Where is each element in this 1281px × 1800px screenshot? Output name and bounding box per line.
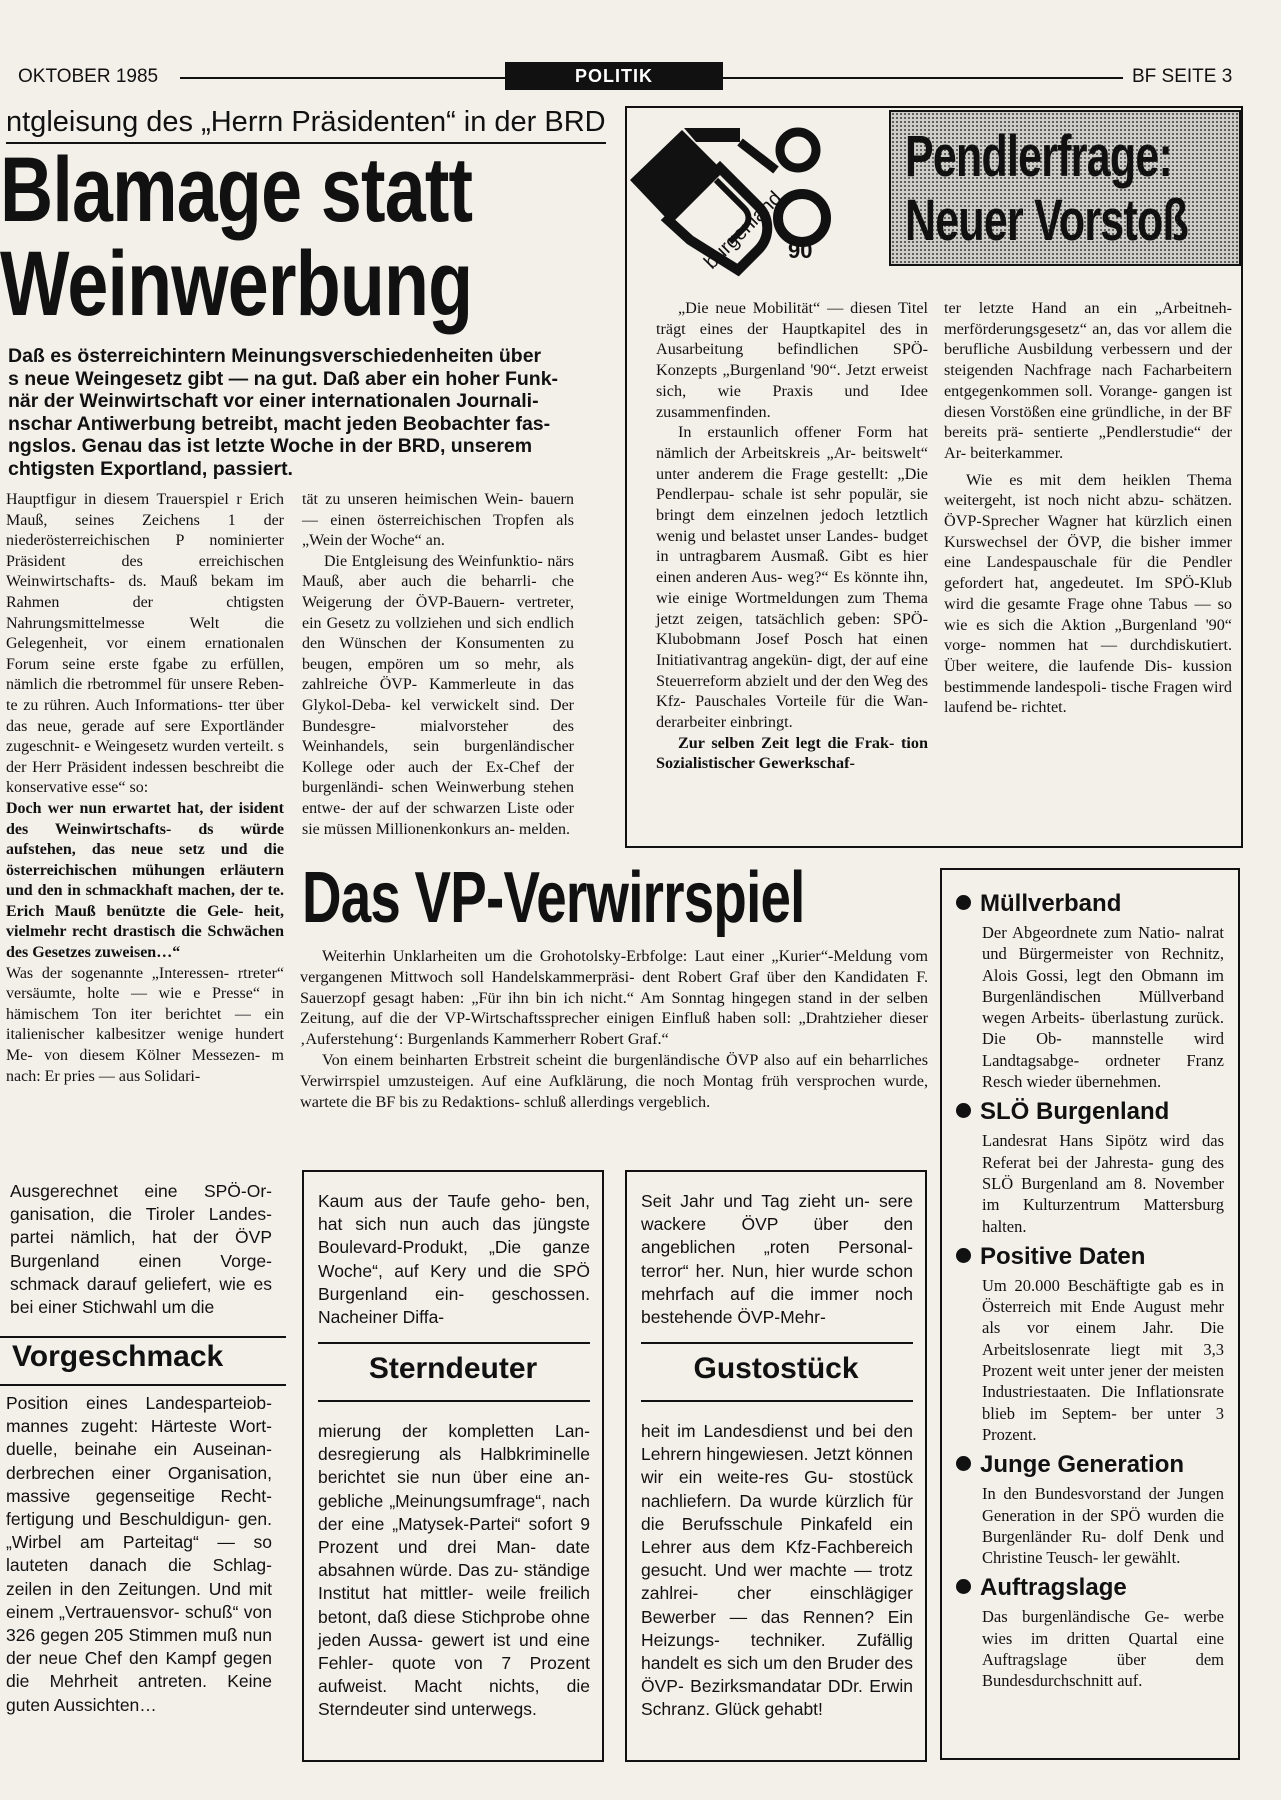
pendler-col1-p1: „Die neue Mobilität“ — diesen Titel trägt eines der Hauptkapitel des in Ausarbeitung befindlichen SPÖ-Konzepts „Burgenland '90“. Jetzt erweist sich, wie Praxis und Idee zusammenfinden. bbox=[656, 299, 928, 421]
news-text: Landesrat Hans Sipötz wird das Referat bei der Jahresta- gung des SLÖ Burgenland am 8. November im Kulturzentrum Mattersburg halten. bbox=[982, 1131, 1224, 1236]
sterndeuter-heading: Sterndeuter bbox=[368, 1352, 538, 1385]
pendler-col1-p3: Zur selben Zeit legt die Frak- tion Sozialistischer Gewerkschaf- bbox=[656, 733, 928, 773]
logo-number: 90 bbox=[788, 238, 813, 263]
vorgeschmack-rule-bottom bbox=[0, 1384, 286, 1386]
column-gustostueck bbox=[625, 1170, 927, 1762]
news-heading bbox=[956, 1243, 1228, 1271]
news-title: Positive Daten bbox=[980, 1242, 1146, 1270]
burgenland-90-logo bbox=[620, 108, 840, 298]
sterndeuter-bottom: mierung der kompletten Lan- desregierung als Halbkriminelle berichtet sie nun über eine an- gebliche „Meinungsumfrage“, nach der eine „Matysek-Partei“ sofort 9 Prozent und drei Man- date absahnen würde. Das zu- ständige Institut hat mittler- weile freilich betont, daß diese Stichprobe ohne jeden Aussa- gewert ist und eine Fehler- quote von 7 Prozent aufweist. Macht nichts, die Sterndeuter sind unterwegs. bbox=[318, 1421, 590, 1720]
page-number: BF SEITE 3 bbox=[1132, 66, 1233, 87]
header-rule-right bbox=[723, 77, 1123, 79]
gustostueck-rule-bottom bbox=[641, 1400, 913, 1402]
sterndeuter-rule-top bbox=[318, 1342, 590, 1344]
bullet-icon bbox=[956, 1456, 971, 1471]
sterndeuter-top: Kaum aus der Taufe geho- ben, hat sich nun auch das jüngste Boulevard-Produkt, „Die ganze Woche“, auf Kery und die SPÖ Burgenland ein- geschossen. Nacheiner Diffa- bbox=[318, 1191, 590, 1328]
news-title: Junge Generation bbox=[980, 1451, 1185, 1479]
lead-intro-line: ngslos. Genau das ist letzte Woche in der BRD, unserem bbox=[8, 435, 533, 458]
news-item-junge-generation bbox=[956, 1451, 1228, 1568]
news-title: SLÖ Burgenland bbox=[980, 1098, 1170, 1126]
news-item-positive-daten bbox=[956, 1243, 1228, 1445]
news-item-auftragslage bbox=[956, 1574, 1228, 1691]
news-item-sloe bbox=[956, 1098, 1228, 1236]
bullet-icon bbox=[956, 1103, 971, 1118]
burgenland-logo-graphic bbox=[620, 108, 840, 298]
pendler-title-2: Neuer Vorstoß bbox=[905, 188, 1188, 253]
news-title: Müllverband bbox=[980, 890, 1122, 917]
pendler-headline-box bbox=[889, 110, 1241, 266]
vorgeschmack-bottom: Position eines Landesparteiob- mannes zugeht: Härteste Wort- duelle, beinahe ein Auseinan- derbrechen einer Organisation, massive gegenseitige Recht- fertigung und Beschuldigun- gen. „Wirbel am Parteitag“ — so lauteten danach die Schlag- zeilen in den Zeitungen. Und mit einem „Vertrauensvor- schuß“ von 326 gegen 205 Stimmen muß nun der neue Chef den Kampf gegen die Mehrheit antreten. Keine guten Aussichten… bbox=[6, 1393, 272, 1715]
lead-intro-line: när der Weinwirtschaft vor einer internationalen Journali- bbox=[8, 390, 539, 413]
news-text: Der Abgeordnete zum Natio- nalrat und Bürgermeister von Rechnitz, Alois Gossi, legt den Obmann im Burgenländischen Müllverband wegen Arbeits- überlastung zurück. Die Ob- mannstelle wird Landtagsabge- ordneter Franz Resch wieder übernehmen. bbox=[982, 923, 1224, 1092]
vp-article bbox=[300, 946, 928, 1112]
header-date: OKTOBER 1985 bbox=[18, 66, 159, 87]
vorgeschmack-heading: Vorgeschmack bbox=[12, 1340, 224, 1373]
pendler-col2-p2: Wie es mit dem heiklen Thema weitergeht, ist noch nicht abzu- schätzen. ÖVP-Sprecher Wagner hat kürzlich einen Kurswechsel der ÖVP, die bisher immer eine Landespauschale für die Pendler gefordert hat, angedeutet. Im SPÖ-Klub wird die gesamte Frage ohne Tabus — so wie es sich die Aktion „Burgenland '90“ vorge- nommen hat — durchdiskutiert. Über weitere, die laufende Dis- kussion bestimmende landespoli- tische Fragen wird laufend be- richtet. bbox=[944, 470, 1232, 717]
lead-column-1 bbox=[6, 490, 284, 1087]
gustostueck-top: Seit Jahr und Tag zieht un- sere wackere ÖVP über den angeblichen „roten Personal- terror“ her. Nun, hier wurde schon mehrfach auf die immer noch bestehende ÖVP-Mehr- bbox=[641, 1191, 913, 1328]
news-text: In den Bundesvorstand der Jungen Generation in der SPÖ wurden die Burgenländer Ru- dolf Denk und Christine Teusch- ler gewählt. bbox=[982, 1484, 1224, 1568]
lead-column-2 bbox=[302, 490, 574, 840]
lead-col2-p1: tät zu unseren heimischen Wein- bauern — einen österreichischen Tropfen als „Wein der Woche“ an. bbox=[302, 491, 574, 550]
lead-col1-p1: Hauptfigur in diesem Trauerspiel r Erich Mauß, seines Zeichens 1 der niederösterreichischen P nominierter Präsident des erreichischen Weinwirtschafts- ds. Mauß bekam im Rahmen der chtigsten Nahrungsmittelmesse Welt die Gelegenheit, vor einem ernationalen Forum seine erste fgabe zu erfüllen, nämlich die rbetrommel für unsere Reben- te zu rühren. Auch Informations- tter über das neue, gerade auf sere Exportländer zugeschnit- e Weingesetz wurden verteilt. s der Herr Präsident indessen beschreibt die konservative esse“ so: bbox=[6, 491, 284, 797]
vp-p1: Weiterhin Unklarheiten um die Grohotolsky-Erbfolge: Laut einer „Kurier“-Meldung vom vergangenen Mittwoch soll Handelskammerpräsi- dent Robert Graf über den Kandidaten F. Sauerzopf gesagt haben: „Für ihn bin ich nicht.“ Am Sonntag hingegen stand in der selben Zeitung, auf die der VP-Wirtschaftssprecher einigen Einfluß haben soll: „Drahtzieher dieser ‚Auferstehung‘: Burgenlands Kammerherr Robert Graf.“ bbox=[300, 947, 928, 1049]
lead-title-1: Blamage statt bbox=[0, 139, 473, 241]
bullet-icon bbox=[956, 1579, 971, 1594]
lead-intro-line: chtigsten Exportland, passiert. bbox=[8, 457, 293, 480]
lead-intro bbox=[8, 345, 608, 481]
news-sidebar bbox=[940, 868, 1240, 1760]
news-heading bbox=[956, 890, 1228, 918]
news-heading bbox=[956, 1451, 1228, 1479]
lead-intro-line: Daß es österreichintern Meinungsverschiedenheiten über bbox=[8, 345, 542, 367]
vorgeschmack-rule-top bbox=[0, 1336, 286, 1338]
lead-title-2: Weinwerbung bbox=[0, 233, 473, 335]
pendler-column-1 bbox=[656, 298, 928, 774]
section-label bbox=[505, 62, 723, 90]
lead-intro-line: nschar Antiwerbung betreibt, macht jeden Beobachter fas- bbox=[8, 412, 551, 435]
bullet-icon bbox=[956, 895, 971, 910]
news-item-muellverband bbox=[956, 890, 1228, 1092]
vorgeschmack-top: Ausgerechnet eine SPÖ-Or- ganisation, die Tiroler Landes- partei nämlich, hat der ÖVP Burgenland einen Vorge- schmack darauf geliefert, wie es bei einer Stichwahl um die bbox=[10, 1181, 272, 1318]
column-vorgeschmack bbox=[0, 1170, 286, 1760]
pendler-col1-p2: In erstaunlich offener Form hat nämlich der Arbeitskreis „Ar- beitswelt“ unter anderem die Frage gestellt: „Die Pendlerpau- schale ist sehr populär, sie bringt dem einzelnen jedoch letztlich wenig und belastet unser Landes- budget in untragbarem Ausmaß. Gibt es hier einen anderen Aus- weg?“ Es könnte ihn, wie einige Wortmeldungen zum Thema jetzt zeigen, tatsächlich geben: SPÖ- Klubobmann Josef Posch hat einen Initiativantrag angekün- digt, der auf eine Steuerreform abzielt und der den Weg des Kfz- Pauschales Vorteile für die Wan- derarbeiter einbringt. bbox=[656, 423, 928, 732]
pendler-col2-p1: ter letzte Hand an ein „Arbeitneh- merförderungsgesetz“ an, das vor allem die berufliche Ausbildung verbessern und der steigenden Nachfrage nach Facharbeitern entgegenkommen soll. Vorange- gangen ist diesen Vorstößen eine gründliche, in der BF bereits prä- sentierte „Pendlerstudie“ der Ar- beiterkammer. bbox=[944, 299, 1232, 462]
header-rule-left bbox=[180, 77, 505, 79]
column-sterndeuter bbox=[302, 1170, 604, 1762]
gustostueck-rule-top bbox=[641, 1342, 913, 1344]
news-heading bbox=[956, 1098, 1228, 1126]
lead-col1-p2: Doch wer nun erwartet hat, der isident des Weinwirtschafts- ds würde aufstehen, das neue setz und die österreichischen mühungen erläutern und den in schmackhaft machen, der te. Erich Mauß benützte die Gele- heit, vielmehr recht drastisch die Schwächen des Gesetzes zuweisen…“ bbox=[6, 799, 284, 962]
lead-kicker: ntgleisung des „Herrn Präsidenten“ in der BRD bbox=[6, 106, 606, 138]
sterndeuter-rule-bottom bbox=[318, 1400, 590, 1402]
bullet-icon bbox=[956, 1248, 971, 1263]
news-title: Auftragslage bbox=[980, 1574, 1127, 1602]
pendler-column-2 bbox=[944, 298, 1232, 718]
pendler-title-1: Pendlerfrage: bbox=[905, 124, 1173, 189]
vp-title: Das VP-Verwirrspiel bbox=[302, 858, 805, 938]
news-text: Das burgenländische Ge- werbe wies im dritten Quartal eine Auftragslage über dem Bundesdurchschnitt auf. bbox=[982, 1607, 1224, 1691]
news-text: Um 20.000 Beschäftigte gab es in Österreich mit Ende August mehr als vor einem Jahr. Die Arbeitslosenrate liegt mit 3,3 Prozent weit unter jener der meisten Industriestaaten. Die Inflationsrate blieb im Septem- ber unter 3 Prozent. bbox=[982, 1275, 1224, 1444]
lead-intro-line: s neue Weingesetz gibt — na gut. Daß aber ein hoher Funk- bbox=[8, 367, 559, 390]
gustostueck-heading: Gustostück bbox=[693, 1352, 859, 1385]
logo-text: burgenland bbox=[700, 187, 787, 274]
vp-p2: Von einem beinharten Erbstreit scheint die burgenländische ÖVP also auf ein beharrliches Verwirrspiel umzusteigen. Auf eine Aufklärung, die noch Montag früh versprochen wurde, wartete die BF bis zu Redaktions- schluß allerdings vergeblich. bbox=[300, 1050, 928, 1111]
news-heading bbox=[956, 1574, 1228, 1602]
lead-col2-p2: Die Entgleisung des Weinfunktio- närs Mauß, aber auch die beharrli- che Weigerung der ÖVP-Bauern- vertreter, ein Gesetz zu vollziehen und sich endlich den Wünschen der Konsumenten zu beugen, empören um so mehr, als zahlreiche ÖVP- Kammerleute in das Glykol-Deba- kel verwickelt sind. Der Bundesgre- mialvorsteher des Weinhandels, sein burgenländischer Kollege oder auch der Ex-Chef der burgenländi- schen Weinwerbung stehen entwe- der auf der schwarzen Liste oder sie müssen Millionenkonkurs an- melden. bbox=[302, 552, 574, 838]
section-title: POLITIK bbox=[575, 66, 653, 86]
gustostueck-bottom: heit im Landesdienst und bei den Lehrern hingewiesen. Jetzt können wir ein weite-res Gu- stostück nachliefern. Da wurde kürzlich für die Berufsschule Pinkafeld ein Lehrer aus dem Kfz-Fachbereich gesucht. Und wer machte — trotz zahlrei- cher einschlägiger Bewerber — das Rennen? Ein Heizungs- techniker. Zufällig handelt es sich um den Bruder des ÖVP- Bezirksmandatar DDr. Erwin Schranz. Glück gehabt! bbox=[641, 1421, 913, 1720]
lead-col1-p3: Was der sogenannte „Interessen- rtreter“ versäumte, holte — wie e Presse“ in hämischem Ton iter berichtet — ein italienischer kalbesitzer wenige hundert Me- von diesem Kölner Messezen- m nach: Er pries — aus Solidari- bbox=[6, 964, 284, 1085]
